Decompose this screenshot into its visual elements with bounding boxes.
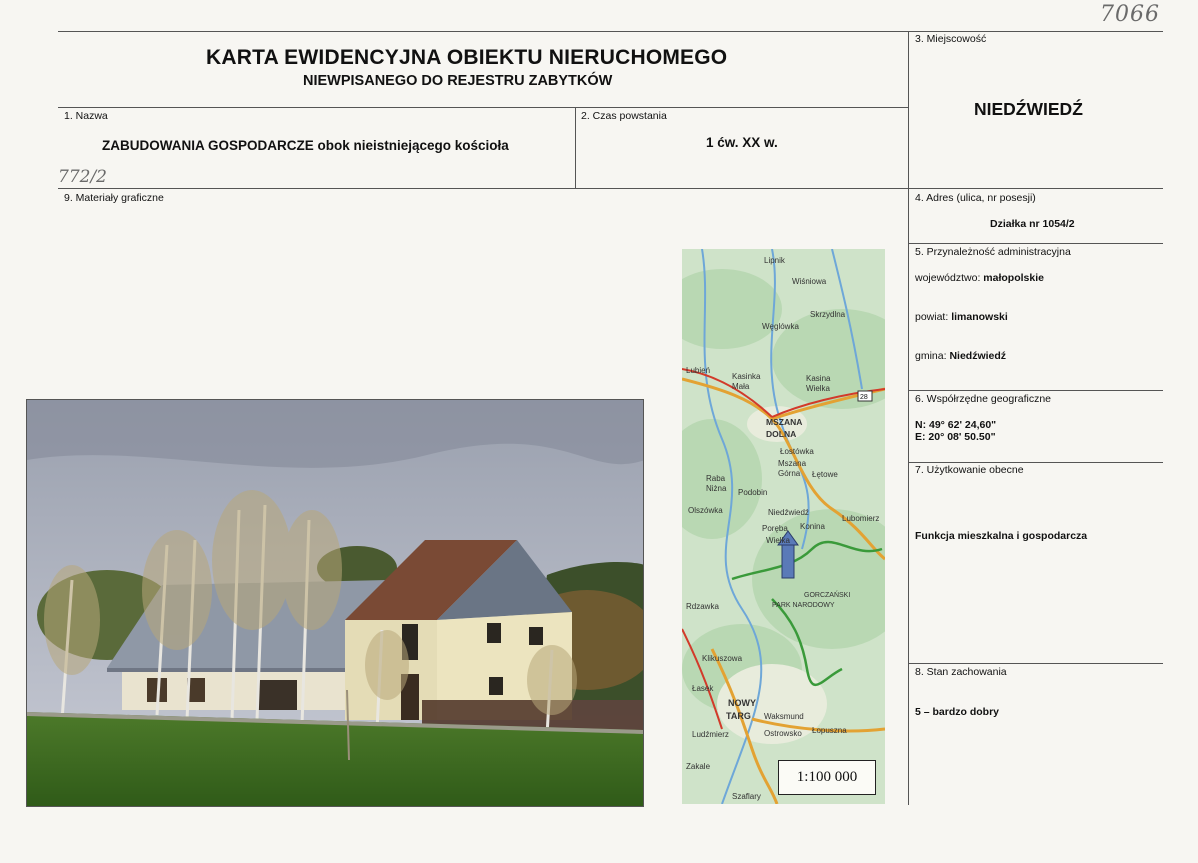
adres-label: 4. Adres (ulica, nr posesji) [915,192,1036,204]
right-column-divider [908,31,909,805]
svg-text:MSZANA: MSZANA [766,417,803,427]
svg-text:Lubomierz: Lubomierz [842,514,880,523]
svg-text:Olszówka: Olszówka [688,506,723,515]
miejscowosc-label: 3. Miejscowość [915,33,987,45]
wojewodztwo-value: małopolskie [983,272,1044,284]
svg-text:Konina: Konina [800,522,825,531]
location-map-illustration [682,249,885,804]
svg-text:Ludźmierz: Ludźmierz [692,730,729,739]
materialy-label: 9. Materiały graficzne [64,192,164,204]
svg-text:Górna: Górna [778,469,801,478]
location-map [682,249,885,804]
longitude-value: E: 20° 08' 50.50" [915,431,996,443]
card-subtitle: NIEWPISANEGO DO REJESTRU ZABYTKÓW [303,73,613,89]
name-row-bottom [58,188,1163,189]
uzytkowanie-label: 7. Użytkowanie obecne [915,464,1024,476]
archive-number: 7066 [1100,2,1160,27]
svg-text:Podobin: Podobin [738,488,768,497]
latitude-value: N: 49° 62' 24,60" [915,419,997,431]
svg-text:Wielka: Wielka [806,384,831,393]
przynaleznosc-bottom [909,390,1163,391]
nazwa-label: 1. Nazwa [64,110,108,122]
gmina-value: Niedźwiedź [949,350,1007,362]
name-time-divider [575,107,576,188]
svg-text:Mszana: Mszana [778,459,807,468]
uzytkowanie-value: Funkcja mieszkalna i gospodarcza [915,530,1088,542]
svg-text:GORCZAŃSKI: GORCZAŃSKI [804,592,851,599]
wspolrzedne-bottom [909,462,1163,463]
powiat-label: powiat: [915,311,949,323]
svg-text:Rdzawka: Rdzawka [686,602,719,611]
svg-text:PARK NARODOWY: PARK NARODOWY [772,602,835,609]
svg-text:DOLNA: DOLNA [766,429,797,439]
svg-text:Niżna: Niżna [706,484,727,493]
gmina-row [915,350,1006,362]
building-photo-illustration [27,400,644,807]
wspolrzedne-label: 6. Współrzędne geograficzne [915,393,1051,405]
svg-text:Niedźwiedź: Niedźwiedź [768,508,809,517]
svg-text:Klikuszowa: Klikuszowa [702,654,743,663]
map-scale: 1:100 000 [778,760,876,795]
svg-text:NOWY: NOWY [728,698,756,708]
gmina-label: gmina: [915,350,947,362]
svg-text:Skrzydlna: Skrzydlna [810,310,846,319]
adres-bottom [909,243,1163,244]
wojewodztwo-row [915,272,1044,284]
czas-value: 1 ćw. XX w. [706,135,778,150]
svg-text:Poręba: Poręba [762,524,788,533]
przynaleznosc-label: 5. Przynależność administracyjna [915,246,1071,258]
svg-text:Lubień: Lubień [686,366,711,375]
svg-text:Lipnik: Lipnik [764,256,785,265]
stan-value: 5 – bardzo dobry [915,706,1000,718]
svg-text:Kasinka: Kasinka [732,372,761,381]
card-title: KARTA EWIDENCYJNA OBIEKTU NIERUCHOMEGO [206,46,728,69]
svg-text:Mała: Mała [732,382,750,391]
svg-text:Szaflary: Szaflary [732,792,761,801]
svg-text:Raba: Raba [706,474,726,483]
uzytkowanie-bottom [909,663,1163,664]
svg-text:Wielka: Wielka [766,536,791,545]
building-photo [26,399,644,807]
header-divider [58,107,909,108]
svg-text:Wiśniowa: Wiśniowa [792,277,827,286]
adres-value: Działka nr 1054/2 [990,218,1075,230]
stan-label: 8. Stan zachowania [915,666,1007,678]
svg-text:Zakale: Zakale [686,762,711,771]
handwritten-reference: 772/2 [58,167,107,187]
miejscowosc-value: NIEDŹWIEDŹ [974,99,1083,119]
powiat-row [915,311,1008,323]
czas-label: 2. Czas powstania [581,110,667,122]
svg-text:Łopuszna: Łopuszna [812,726,847,735]
svg-text:TARG: TARG [726,711,751,721]
wojewodztwo-label: województwo: [915,272,981,284]
svg-text:Łostówka: Łostówka [780,447,814,456]
road-number: 28 [860,394,868,401]
svg-text:Kasina: Kasina [806,374,831,383]
svg-text:Łasek: Łasek [692,684,714,693]
top-rule [58,31,1163,32]
svg-text:Węglówka: Węglówka [762,322,799,331]
nazwa-value: ZABUDOWANIA GOSPODARCZE obok nieistniejącego kościoła [102,138,509,153]
svg-text:Łętowe: Łętowe [812,470,838,479]
powiat-value: limanowski [951,311,1008,323]
svg-text:Waksmund: Waksmund [764,712,804,721]
svg-text:Ostrowsko: Ostrowsko [764,729,802,738]
